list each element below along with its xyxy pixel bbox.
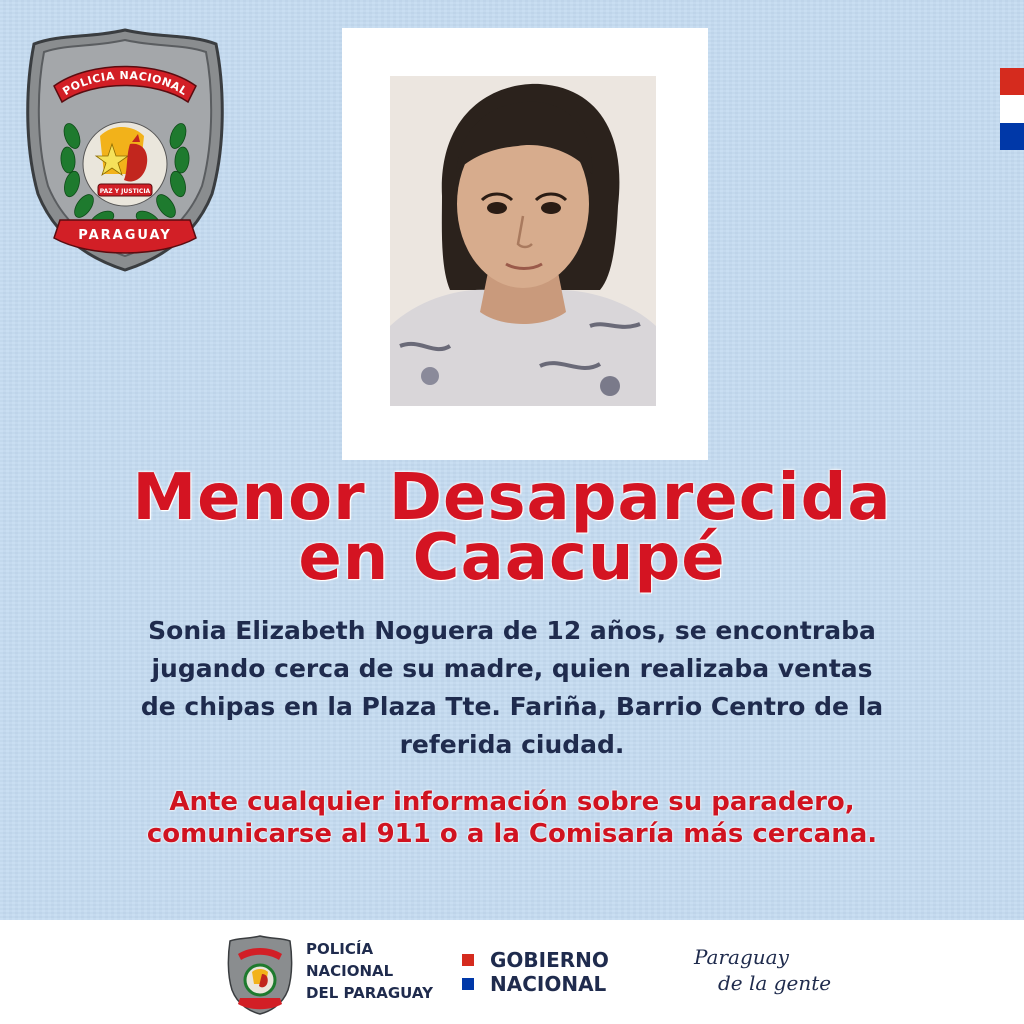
gov-line-1: GOBIERNO [490, 948, 609, 972]
badge-bottom-text: PARAGUAY [78, 228, 172, 243]
flag-white-stripe [1000, 95, 1024, 122]
contact-alert [60, 786, 964, 850]
gov-blue-square-icon [462, 978, 474, 990]
footer-police-line-3: DEL PARAGUAY [306, 984, 433, 1002]
badge-motto: PAZ Y JUSTICIA [99, 188, 151, 195]
flag-red-stripe [1000, 68, 1024, 95]
police-badge-icon [20, 24, 230, 274]
description-line-1: Sonia Elizabeth Noguera de 12 años, se encontraba [148, 616, 876, 645]
flag-blue-stripe [1000, 123, 1024, 150]
description-text [112, 612, 912, 764]
footer-police-line-2: NACIONAL [306, 962, 394, 980]
alert-line-2: comunicarse al 911 o a la Comisaría más cercana. [146, 819, 878, 849]
missing-child-portrait [390, 76, 656, 406]
footer-police-name [306, 938, 436, 1004]
title-line-2: en Caacupé [298, 521, 726, 595]
badge-top-text: POLICIA NACIONAL [60, 68, 190, 99]
photo-frame [342, 28, 708, 460]
slogan-line-1: Paraguay [694, 945, 789, 969]
alert-line-1: Ante cualquier información sobre su paradero, [169, 787, 855, 817]
gobierno-nacional-logo [462, 950, 642, 998]
footer-police-line-1: POLICÍA [306, 940, 374, 958]
portrait-illustration [390, 76, 656, 406]
footer-police-badge-icon [226, 934, 294, 1016]
gov-line-2: NACIONAL [490, 972, 607, 996]
description-line-3: de chipas en la Plaza Tte. Fariña, Barrio Centro de la [140, 692, 884, 721]
poster-title [0, 461, 1024, 595]
slogan-line-2: de la gente [718, 971, 832, 995]
title-line-1: Menor Desaparecida [132, 461, 892, 535]
footer-bar [0, 920, 1024, 1024]
paraguay-slogan-logo [694, 944, 834, 996]
paraguay-flag-icon [1000, 68, 1024, 150]
description-line-4: referida ciudad. [399, 730, 625, 759]
description-line-2: jugando cerca de su madre, quien realizaba ventas [151, 654, 873, 683]
gov-red-square-icon [462, 954, 474, 966]
